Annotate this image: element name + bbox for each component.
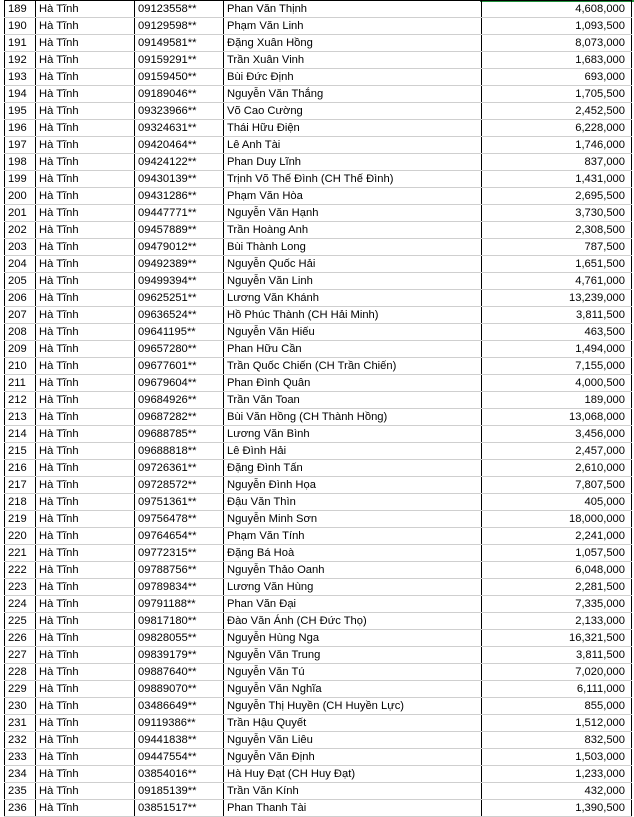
- customer-name-cell: Đào Văn Ánh (CH Đức Thọ): [224, 613, 482, 630]
- amount-cell: 4,608,000: [482, 1, 632, 18]
- phone-cell: 09430139**: [135, 171, 224, 188]
- row-number-cell: 208: [5, 324, 36, 341]
- row-number-cell: 193: [5, 69, 36, 86]
- province-cell: Hà Tĩnh: [36, 358, 135, 375]
- province-cell: Hà Tĩnh: [36, 732, 135, 749]
- table-row: [5, 205, 632, 222]
- row-number-cell: 219: [5, 511, 36, 528]
- table-row: [5, 1, 632, 18]
- phone-cell: 09688818**: [135, 443, 224, 460]
- table-row: [5, 358, 632, 375]
- phone-cell: 09751361**: [135, 494, 224, 511]
- row-number-cell: 236: [5, 800, 36, 817]
- province-cell: Hà Tĩnh: [36, 341, 135, 358]
- province-cell: Hà Tĩnh: [36, 1, 135, 18]
- amount-cell: 837,000: [482, 154, 632, 171]
- customer-name-cell: Hồ Phúc Thành (CH Hải Minh): [224, 307, 482, 324]
- customer-name-cell: Đặng Đình Tấn: [224, 460, 482, 477]
- row-number-cell: 200: [5, 188, 36, 205]
- amount-cell: 2,241,000: [482, 528, 632, 545]
- province-cell: Hà Tĩnh: [36, 545, 135, 562]
- customer-name-cell: Trần Xuân Vinh: [224, 52, 482, 69]
- amount-cell: 6,111,000: [482, 681, 632, 698]
- customer-name-cell: Đặng Bá Hoà: [224, 545, 482, 562]
- row-number-cell: 230: [5, 698, 36, 715]
- row-number-cell: 232: [5, 732, 36, 749]
- customer-name-cell: Bùi Văn Hồng (CH Thành Hồng): [224, 409, 482, 426]
- row-number-cell: 220: [5, 528, 36, 545]
- customer-name-cell: Nguyễn Văn Định: [224, 749, 482, 766]
- amount-cell: 6,228,000: [482, 120, 632, 137]
- amount-cell: 7,155,000: [482, 358, 632, 375]
- amount-cell: 3,456,000: [482, 426, 632, 443]
- table-row: [5, 477, 632, 494]
- table-row: [5, 188, 632, 205]
- phone-cell: 09149581**: [135, 35, 224, 52]
- province-cell: Hà Tĩnh: [36, 494, 135, 511]
- customer-name-cell: Nguyễn Văn Trung: [224, 647, 482, 664]
- province-cell: Hà Tĩnh: [36, 749, 135, 766]
- row-number-cell: 192: [5, 52, 36, 69]
- row-number-cell: 229: [5, 681, 36, 698]
- row-number-cell: 221: [5, 545, 36, 562]
- phone-cell: 09159450**: [135, 69, 224, 86]
- row-number-cell: 204: [5, 256, 36, 273]
- amount-cell: 3,730,500: [482, 205, 632, 222]
- customer-name-cell: Trần Quốc Chiến (CH Trần Chiến): [224, 358, 482, 375]
- row-number-cell: 226: [5, 630, 36, 647]
- table-row: [5, 613, 632, 630]
- row-number-cell: 189: [5, 1, 36, 18]
- table-row: [5, 715, 632, 732]
- customer-name-cell: Nguyễn Minh Sơn: [224, 511, 482, 528]
- table-row: [5, 256, 632, 273]
- amount-cell: 2,133,000: [482, 613, 632, 630]
- table-row: [5, 698, 632, 715]
- province-cell: Hà Tĩnh: [36, 188, 135, 205]
- province-cell: Hà Tĩnh: [36, 52, 135, 69]
- phone-cell: 09726361**: [135, 460, 224, 477]
- province-cell: Hà Tĩnh: [36, 86, 135, 103]
- phone-cell: 09185139**: [135, 783, 224, 800]
- province-cell: Hà Tĩnh: [36, 103, 135, 120]
- phone-cell: 09323966**: [135, 103, 224, 120]
- phone-cell: 09625251**: [135, 290, 224, 307]
- phone-cell: 03486649**: [135, 698, 224, 715]
- row-number-cell: 223: [5, 579, 36, 596]
- row-number-cell: 213: [5, 409, 36, 426]
- phone-cell: 09756478**: [135, 511, 224, 528]
- phone-cell: 09728572**: [135, 477, 224, 494]
- phone-cell: 09479012**: [135, 239, 224, 256]
- table-row: [5, 120, 632, 137]
- customer-name-cell: Nguyễn Thị Huyền (CH Huyền Lực): [224, 698, 482, 715]
- row-number-cell: 194: [5, 86, 36, 103]
- phone-cell: 09764654**: [135, 528, 224, 545]
- table-row: [5, 103, 632, 120]
- customer-name-cell: Nguyễn Quốc Hải: [224, 256, 482, 273]
- table-row: [5, 375, 632, 392]
- phone-cell: 09791188**: [135, 596, 224, 613]
- row-number-cell: 215: [5, 443, 36, 460]
- row-number-cell: 222: [5, 562, 36, 579]
- customer-name-cell: Lương Văn Hùng: [224, 579, 482, 596]
- province-cell: Hà Tĩnh: [36, 222, 135, 239]
- row-number-cell: 206: [5, 290, 36, 307]
- amount-cell: 855,000: [482, 698, 632, 715]
- phone-cell: 09828055**: [135, 630, 224, 647]
- phone-cell: 09129598**: [135, 18, 224, 35]
- amount-cell: 1,057,500: [482, 545, 632, 562]
- row-number-cell: 234: [5, 766, 36, 783]
- amount-cell: 1,431,000: [482, 171, 632, 188]
- table-row: [5, 307, 632, 324]
- amount-cell: 1,512,000: [482, 715, 632, 732]
- table-row: [5, 341, 632, 358]
- table-row: [5, 460, 632, 477]
- phone-cell: 09839179**: [135, 647, 224, 664]
- table-row: [5, 426, 632, 443]
- row-number-cell: 218: [5, 494, 36, 511]
- row-number-cell: 210: [5, 358, 36, 375]
- province-cell: Hà Tĩnh: [36, 307, 135, 324]
- row-number-cell: 225: [5, 613, 36, 630]
- phone-cell: 09324631**: [135, 120, 224, 137]
- customer-name-cell: Phan Thanh Tài: [224, 800, 482, 817]
- table-row: [5, 732, 632, 749]
- table-row: [5, 443, 632, 460]
- amount-cell: 405,000: [482, 494, 632, 511]
- customer-name-cell: Phan Duy Lĩnh: [224, 154, 482, 171]
- customer-name-cell: Lương Văn Bình: [224, 426, 482, 443]
- table-row: [5, 324, 632, 341]
- customer-name-cell: Đặng Xuân Hồng: [224, 35, 482, 52]
- table-row: [5, 86, 632, 103]
- customer-name-cell: Nguyễn Văn Tú: [224, 664, 482, 681]
- row-number-cell: 227: [5, 647, 36, 664]
- customer-name-cell: Phạm Văn Linh: [224, 18, 482, 35]
- table-row: [5, 273, 632, 290]
- table-row: [5, 290, 632, 307]
- customer-name-cell: Nguyễn Đình Họa: [224, 477, 482, 494]
- amount-cell: 2,457,000: [482, 443, 632, 460]
- amount-cell: 432,000: [482, 783, 632, 800]
- customer-name-cell: Lương Văn Khánh: [224, 290, 482, 307]
- row-number-cell: 212: [5, 392, 36, 409]
- province-cell: Hà Tĩnh: [36, 273, 135, 290]
- amount-cell: 1,503,000: [482, 749, 632, 766]
- customer-name-cell: Trần Văn Kính: [224, 783, 482, 800]
- province-cell: Hà Tĩnh: [36, 800, 135, 817]
- province-cell: Hà Tĩnh: [36, 766, 135, 783]
- row-number-cell: 228: [5, 664, 36, 681]
- province-cell: Hà Tĩnh: [36, 120, 135, 137]
- province-cell: Hà Tĩnh: [36, 171, 135, 188]
- phone-cell: 09684926**: [135, 392, 224, 409]
- province-cell: Hà Tĩnh: [36, 154, 135, 171]
- table-row: [5, 800, 632, 817]
- customer-name-cell: Phan Văn Đại: [224, 596, 482, 613]
- province-cell: Hà Tĩnh: [36, 698, 135, 715]
- amount-cell: 6,048,000: [482, 562, 632, 579]
- row-number-cell: 196: [5, 120, 36, 137]
- amount-cell: 1,705,500: [482, 86, 632, 103]
- customer-name-cell: Đậu Văn Thìn: [224, 494, 482, 511]
- row-number-cell: 231: [5, 715, 36, 732]
- province-cell: Hà Tĩnh: [36, 681, 135, 698]
- amount-cell: 1,651,500: [482, 256, 632, 273]
- customer-name-cell: Nguyễn Văn Linh: [224, 273, 482, 290]
- amount-cell: 1,746,000: [482, 137, 632, 154]
- province-cell: Hà Tĩnh: [36, 715, 135, 732]
- phone-cell: 09441838**: [135, 732, 224, 749]
- customer-name-cell: Hà Huy Đạt (CH Huy Đạt): [224, 766, 482, 783]
- table-row: [5, 681, 632, 698]
- customer-name-cell: Trịnh Võ Thế Đình (CH Thế Đình): [224, 171, 482, 188]
- table-row: [5, 562, 632, 579]
- province-cell: Hà Tĩnh: [36, 460, 135, 477]
- row-number-cell: 190: [5, 18, 36, 35]
- province-cell: Hà Tĩnh: [36, 69, 135, 86]
- amount-cell: 463,500: [482, 324, 632, 341]
- row-number-cell: 211: [5, 375, 36, 392]
- phone-cell: 09788756**: [135, 562, 224, 579]
- phone-cell: 09431286**: [135, 188, 224, 205]
- amount-cell: 13,068,000: [482, 409, 632, 426]
- row-number-cell: 198: [5, 154, 36, 171]
- row-number-cell: 202: [5, 222, 36, 239]
- province-cell: Hà Tĩnh: [36, 511, 135, 528]
- amount-cell: 1,683,000: [482, 52, 632, 69]
- row-number-cell: 191: [5, 35, 36, 52]
- table-row: [5, 545, 632, 562]
- province-cell: Hà Tĩnh: [36, 596, 135, 613]
- row-number-cell: 195: [5, 103, 36, 120]
- amount-cell: 4,761,000: [482, 273, 632, 290]
- phone-cell: 09657280**: [135, 341, 224, 358]
- customer-name-cell: Phạm Văn Tính: [224, 528, 482, 545]
- phone-cell: 09420464**: [135, 137, 224, 154]
- phone-cell: 09687282**: [135, 409, 224, 426]
- province-cell: Hà Tĩnh: [36, 664, 135, 681]
- province-cell: Hà Tĩnh: [36, 477, 135, 494]
- phone-cell: 09492389**: [135, 256, 224, 273]
- province-cell: Hà Tĩnh: [36, 409, 135, 426]
- customer-name-cell: Trần Hậu Quyết: [224, 715, 482, 732]
- amount-cell: 13,239,000: [482, 290, 632, 307]
- province-cell: Hà Tĩnh: [36, 324, 135, 341]
- amount-cell: 3,811,500: [482, 307, 632, 324]
- customer-name-cell: Nguyễn Văn Liêu: [224, 732, 482, 749]
- province-cell: Hà Tĩnh: [36, 613, 135, 630]
- table-row: [5, 69, 632, 86]
- province-cell: Hà Tĩnh: [36, 18, 135, 35]
- province-cell: Hà Tĩnh: [36, 647, 135, 664]
- customer-name-cell: Nguyễn Văn Hạnh: [224, 205, 482, 222]
- table-row: [5, 630, 632, 647]
- row-number-cell: 224: [5, 596, 36, 613]
- row-number-cell: 216: [5, 460, 36, 477]
- table-row: [5, 596, 632, 613]
- province-cell: Hà Tĩnh: [36, 783, 135, 800]
- province-cell: Hà Tĩnh: [36, 375, 135, 392]
- customer-name-cell: Nguyễn Văn Nghĩa: [224, 681, 482, 698]
- table-row: [5, 239, 632, 256]
- phone-cell: 09457889**: [135, 222, 224, 239]
- phone-cell: 09641195**: [135, 324, 224, 341]
- row-number-cell: 217: [5, 477, 36, 494]
- phone-cell: 09119386**: [135, 715, 224, 732]
- phone-cell: 09772315**: [135, 545, 224, 562]
- row-number-cell: 214: [5, 426, 36, 443]
- table-row: [5, 783, 632, 800]
- amount-cell: 832,500: [482, 732, 632, 749]
- customer-name-cell: Bùi Thành Long: [224, 239, 482, 256]
- customer-name-cell: Lê Đình Hải: [224, 443, 482, 460]
- amount-cell: 1,233,000: [482, 766, 632, 783]
- province-cell: Hà Tĩnh: [36, 443, 135, 460]
- table-row: [5, 171, 632, 188]
- province-cell: Hà Tĩnh: [36, 579, 135, 596]
- table-row: [5, 647, 632, 664]
- amount-cell: 18,000,000: [482, 511, 632, 528]
- table-row: [5, 35, 632, 52]
- customer-name-cell: Phan Đình Quân: [224, 375, 482, 392]
- customer-name-cell: Phạm Văn Hòa: [224, 188, 482, 205]
- amount-cell: 1,390,500: [482, 800, 632, 817]
- table-body: [5, 1, 632, 817]
- amount-cell: 1,494,000: [482, 341, 632, 358]
- amount-cell: 693,000: [482, 69, 632, 86]
- phone-cell: 09189046**: [135, 86, 224, 103]
- amount-cell: 3,811,500: [482, 647, 632, 664]
- province-cell: Hà Tĩnh: [36, 35, 135, 52]
- amount-cell: 16,321,500: [482, 630, 632, 647]
- province-cell: Hà Tĩnh: [36, 426, 135, 443]
- customer-name-cell: Phan Văn Thịnh: [224, 1, 482, 18]
- payout-table: [4, 0, 632, 817]
- phone-cell: 09424122**: [135, 154, 224, 171]
- phone-cell: 09679604**: [135, 375, 224, 392]
- customer-name-cell: Nguyễn Hùng Nga: [224, 630, 482, 647]
- row-number-cell: 197: [5, 137, 36, 154]
- amount-cell: 7,335,000: [482, 596, 632, 613]
- customer-name-cell: Võ Cao Cường: [224, 103, 482, 120]
- customer-name-cell: Nguyễn Văn Thắng: [224, 86, 482, 103]
- province-cell: Hà Tĩnh: [36, 205, 135, 222]
- province-cell: Hà Tĩnh: [36, 562, 135, 579]
- table-row: [5, 511, 632, 528]
- customer-name-cell: Bùi Đức Định: [224, 69, 482, 86]
- row-number-cell: 209: [5, 341, 36, 358]
- province-cell: Hà Tĩnh: [36, 392, 135, 409]
- table-row: [5, 392, 632, 409]
- phone-cell: 09499394**: [135, 273, 224, 290]
- table-row: [5, 749, 632, 766]
- amount-cell: 189,000: [482, 392, 632, 409]
- phone-cell: 09677601**: [135, 358, 224, 375]
- province-cell: Hà Tĩnh: [36, 239, 135, 256]
- amount-cell: 2,695,500: [482, 188, 632, 205]
- customer-name-cell: Phan Hữu Cần: [224, 341, 482, 358]
- phone-cell: 09447554**: [135, 749, 224, 766]
- table-row: [5, 154, 632, 171]
- table-row: [5, 18, 632, 35]
- row-number-cell: 205: [5, 273, 36, 290]
- table-row: [5, 52, 632, 69]
- row-number-cell: 235: [5, 783, 36, 800]
- province-cell: Hà Tĩnh: [36, 256, 135, 273]
- province-cell: Hà Tĩnh: [36, 290, 135, 307]
- customer-name-cell: Trần Văn Toan: [224, 392, 482, 409]
- table-row: [5, 137, 632, 154]
- phone-cell: 09159291**: [135, 52, 224, 69]
- phone-cell: 09887640**: [135, 664, 224, 681]
- province-cell: Hà Tĩnh: [36, 630, 135, 647]
- phone-cell: 03854016**: [135, 766, 224, 783]
- customer-name-cell: Nguyễn Văn Hiếu: [224, 324, 482, 341]
- row-number-cell: 233: [5, 749, 36, 766]
- province-cell: Hà Tĩnh: [36, 528, 135, 545]
- row-number-cell: 207: [5, 307, 36, 324]
- amount-cell: 787,500: [482, 239, 632, 256]
- table-row: [5, 528, 632, 545]
- row-number-cell: 201: [5, 205, 36, 222]
- customer-name-cell: Nguyễn Thảo Oanh: [224, 562, 482, 579]
- phone-cell: 03851517**: [135, 800, 224, 817]
- amount-cell: 4,000,500: [482, 375, 632, 392]
- phone-cell: 09123558**: [135, 1, 224, 18]
- amount-cell: 7,020,000: [482, 664, 632, 681]
- phone-cell: 09447771**: [135, 205, 224, 222]
- customer-name-cell: Lê Anh Tài: [224, 137, 482, 154]
- phone-cell: 09688785**: [135, 426, 224, 443]
- phone-cell: 09636524**: [135, 307, 224, 324]
- table-row: [5, 222, 632, 239]
- customer-name-cell: Thái Hữu Điện: [224, 120, 482, 137]
- amount-cell: 2,308,500: [482, 222, 632, 239]
- table-row: [5, 409, 632, 426]
- amount-cell: 2,452,500: [482, 103, 632, 120]
- amount-cell: 8,073,000: [482, 35, 632, 52]
- table-row: [5, 766, 632, 783]
- amount-cell: 1,093,500: [482, 18, 632, 35]
- customer-name-cell: Trần Hoàng Anh: [224, 222, 482, 239]
- phone-cell: 09789834**: [135, 579, 224, 596]
- province-cell: Hà Tĩnh: [36, 137, 135, 154]
- row-number-cell: 203: [5, 239, 36, 256]
- phone-cell: 09889070**: [135, 681, 224, 698]
- table-row: [5, 494, 632, 511]
- table-row: [5, 664, 632, 681]
- amount-cell: 7,807,500: [482, 477, 632, 494]
- table-row: [5, 579, 632, 596]
- row-number-cell: 199: [5, 171, 36, 188]
- amount-cell: 2,610,000: [482, 460, 632, 477]
- amount-cell: 2,281,500: [482, 579, 632, 596]
- phone-cell: 09817180**: [135, 613, 224, 630]
